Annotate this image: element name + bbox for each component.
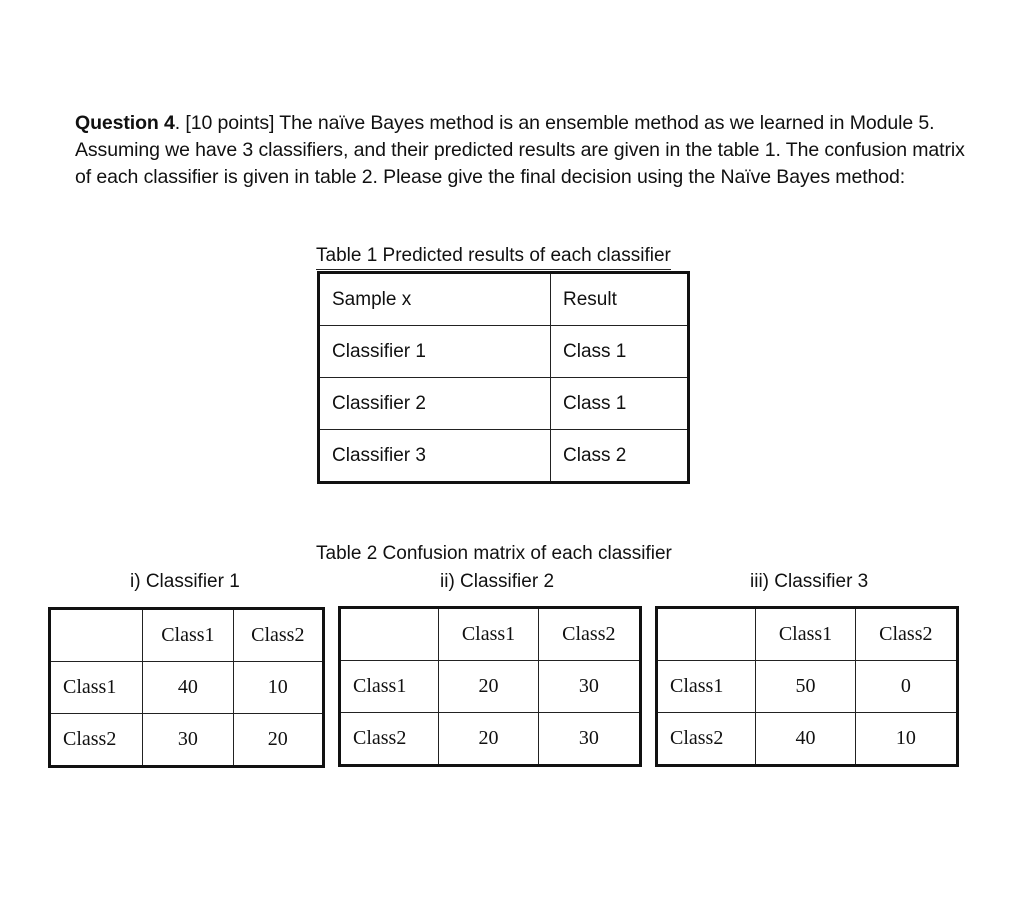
table-cell: Classifier 2: [319, 378, 551, 430]
table-header-cell: Sample x: [319, 273, 551, 326]
table-row: [657, 713, 958, 766]
table-header-row: [340, 608, 641, 661]
table-header-cell: Class1: [756, 608, 855, 661]
confusion-matrix-classifier2: [338, 606, 642, 767]
table1-caption: Table 1 Predicted results of each classifier: [316, 245, 671, 270]
table-header-cell: Result: [551, 273, 689, 326]
question-text: . [10 points] The naïve Bayes method is an ensemble method as we learned in Module 5. Assuming we have 3 classifiers, and their predicted results are given in the table 1. The confusion matrix of each classifier is given in table 2. Please give the final decision using the Naïve Bayes method:: [75, 112, 965, 188]
table-cell: Classifier 1: [319, 326, 551, 378]
table-cell: 30: [538, 713, 640, 766]
table-header-cell: Class2: [538, 608, 640, 661]
table-cell: Class 2: [551, 430, 689, 483]
row-header-cell: Class1: [340, 661, 439, 713]
table2-caption: Table 2 Confusion matrix of each classifier: [316, 543, 672, 564]
table-header-cell: [657, 608, 756, 661]
row-header-cell: Class2: [657, 713, 756, 766]
table-header-cell: Class2: [233, 609, 323, 662]
row-header-cell: Class2: [340, 713, 439, 766]
table-header-cell: [50, 609, 143, 662]
table-cell: 40: [756, 713, 855, 766]
table-cell: 50: [756, 661, 855, 713]
table-cell: 10: [233, 662, 323, 714]
table-cell: Classifier 3: [319, 430, 551, 483]
table-header-cell: Class2: [855, 608, 957, 661]
table-row: [340, 713, 641, 766]
table-header-row: [50, 609, 324, 662]
table-cell: 30: [538, 661, 640, 713]
table-row: [319, 326, 689, 378]
row-header-cell: Class1: [657, 661, 756, 713]
table-cell: 20: [439, 713, 538, 766]
table-cell: 40: [143, 662, 233, 714]
classifier3-label: iii) Classifier 3: [750, 571, 869, 592]
table-cell: Class 1: [551, 326, 689, 378]
table-header-row: [319, 273, 689, 326]
table-row: [657, 661, 958, 713]
confusion-matrix-classifier1: [48, 607, 325, 768]
table-row: [50, 714, 324, 767]
table-cell: 10: [855, 713, 957, 766]
row-header-cell: Class2: [50, 714, 143, 767]
table-row: [319, 430, 689, 483]
table-header-cell: [340, 608, 439, 661]
table-row: [319, 378, 689, 430]
classifier1-label: i) Classifier 1: [130, 571, 240, 592]
classifier2-label: ii) Classifier 2: [440, 571, 555, 592]
table-header-row: [657, 608, 958, 661]
row-header-cell: Class1: [50, 662, 143, 714]
table-row: [340, 661, 641, 713]
table-header-cell: Class1: [143, 609, 233, 662]
table-cell: 20: [233, 714, 323, 767]
table-cell: Class 1: [551, 378, 689, 430]
table-cell: 30: [143, 714, 233, 767]
predicted-results-table: [317, 271, 690, 484]
table-row: [50, 662, 324, 714]
confusion-matrix-classifier3: [655, 606, 959, 767]
question-paragraph: [75, 110, 975, 191]
table-header-cell: Class1: [439, 608, 538, 661]
table-cell: 0: [855, 661, 957, 713]
question-label: Question 4: [75, 112, 175, 134]
table-cell: 20: [439, 661, 538, 713]
